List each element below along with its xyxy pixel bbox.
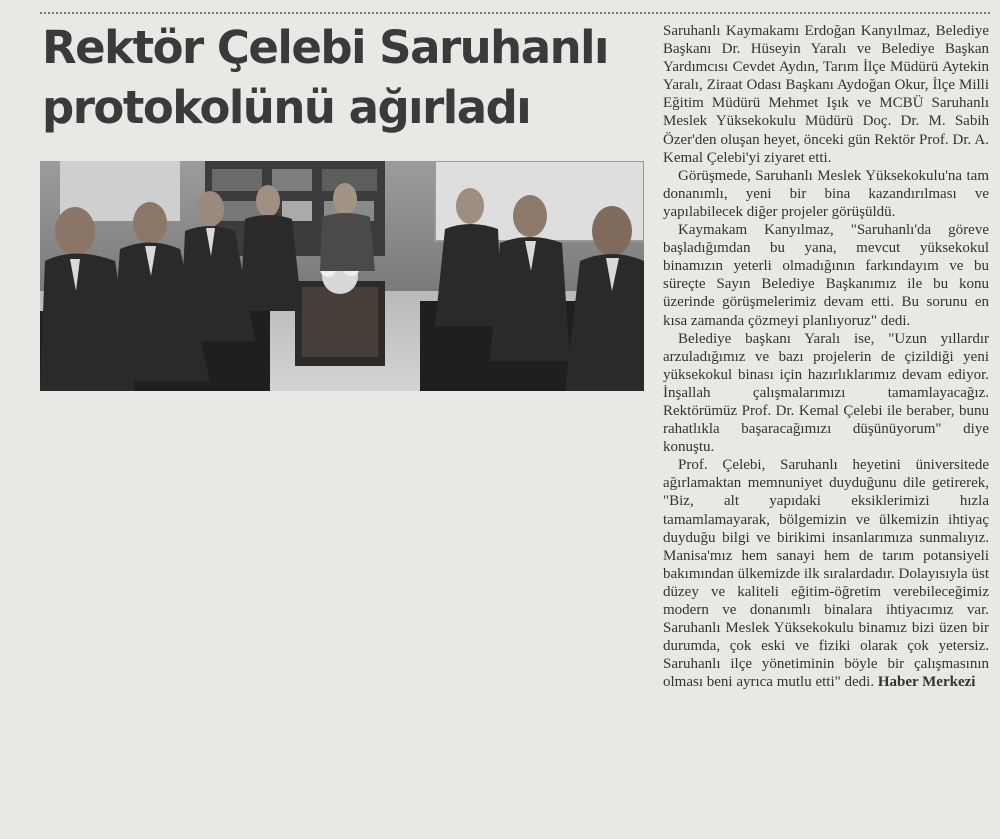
article-body [663,22,989,691]
byline: Haber Merkezi [877,674,976,691]
headline-line-1: Rektör Çelebi Saruhanlı [42,21,608,74]
article-paragraph-5 [663,456,989,691]
article-paragraph-3: Kaymakam Kanyılmaz, "Saruhanlı'da göreve başladığımdan bu yana, mevcut yüksekokul binamızın yeterli olmadığının farkındayım ve bu süreçte Sayın Belediye Başkanımız ile bu konu üzerinde görüşmelerimiz devam etti. Bu sorunu en kısa zamanda çözmeyi planlıyoruz" dedi. [663,222,989,329]
headline-line-2: protokolünü ağırladı [42,81,531,134]
article-paragraph-1: Saruhanlı Kaymakamı Erdoğan Kanyılmaz, Belediye Başkanı Dr. Hüseyin Yaralı ve Belediye Başkan Yardımcısı Cevdet Aydın, Tarım İlçe Müdürü Aytekin Yaralı, Ziraat Odası Başkanı Aydoğan Okur, İlçe Milli Eğitim Müdürü Mehmet Işık ve MCBÜ Saruhanlı Meslek Yüksekokulu Müdürü Doç. Dr. M. Sabih Özer'den oluşan heyet, önceki gün Rektör Prof. Dr. A. Kemal Çelebi'yi ziyaret etti. [663,23,989,166]
article-paragraph-2: Görüşmede, Saruhanlı Meslek Yüksekokulu'na tam donanımlı, yeni bir bina kazandırılması ve yapılabilecek diğer projeler görüşüldü. [663,167,989,220]
top-dotted-rule [40,12,990,14]
headline [42,18,657,138]
article-paragraph-5-text: Prof. Çelebi, Saruhanlı heyetini üniversitede ağırlamaktan memnuniyet duyduğunu dile getirerek, "Biz, alt yapıdaki eksiklerimizi hızla tamamlamayarak, bölgemizin ve ülkemizin ihtiyaç duyduğu bilgi ve birikimi insanlarımıza sunmalıyız. Manisa'mız hem sanayi hem de tarım potansiyeli bakımından ülkemizde ilk sıralardadır. Dolayısıyla üst düzey ve kaliteli eğitim-öğretim verebileceğimiz modern ve donanımlı binalara ihtiyacımız var. Saruhanlı Meslek Yüksekokulu binamız bizi üzen bir durumda, çok eski ve fiziki olarak çok yetersiz. Saruhanlı ilçe yönetiminin böyle bir çalışmasının olması beni ayrıca mutlu etti" dedi. [663,457,989,691]
article-paragraph-4: Belediye başkanı Yaralı ise, "Uzun yıllardır arzuladığımız ve bazı projelerin de çizildiği yeni yüksekokul binası için hazırlıklarımız devam ediyor. İnşallah çalışmalarımızı tamamlayacağız. Rektörümüz Prof. Dr. Kemal Çelebi ile beraber, bunu rahatlıkla başaracağımızı düşünüyorum" diye konuştu. [663,330,989,456]
meeting-photo-illustration [40,161,644,391]
news-photo [40,161,644,391]
